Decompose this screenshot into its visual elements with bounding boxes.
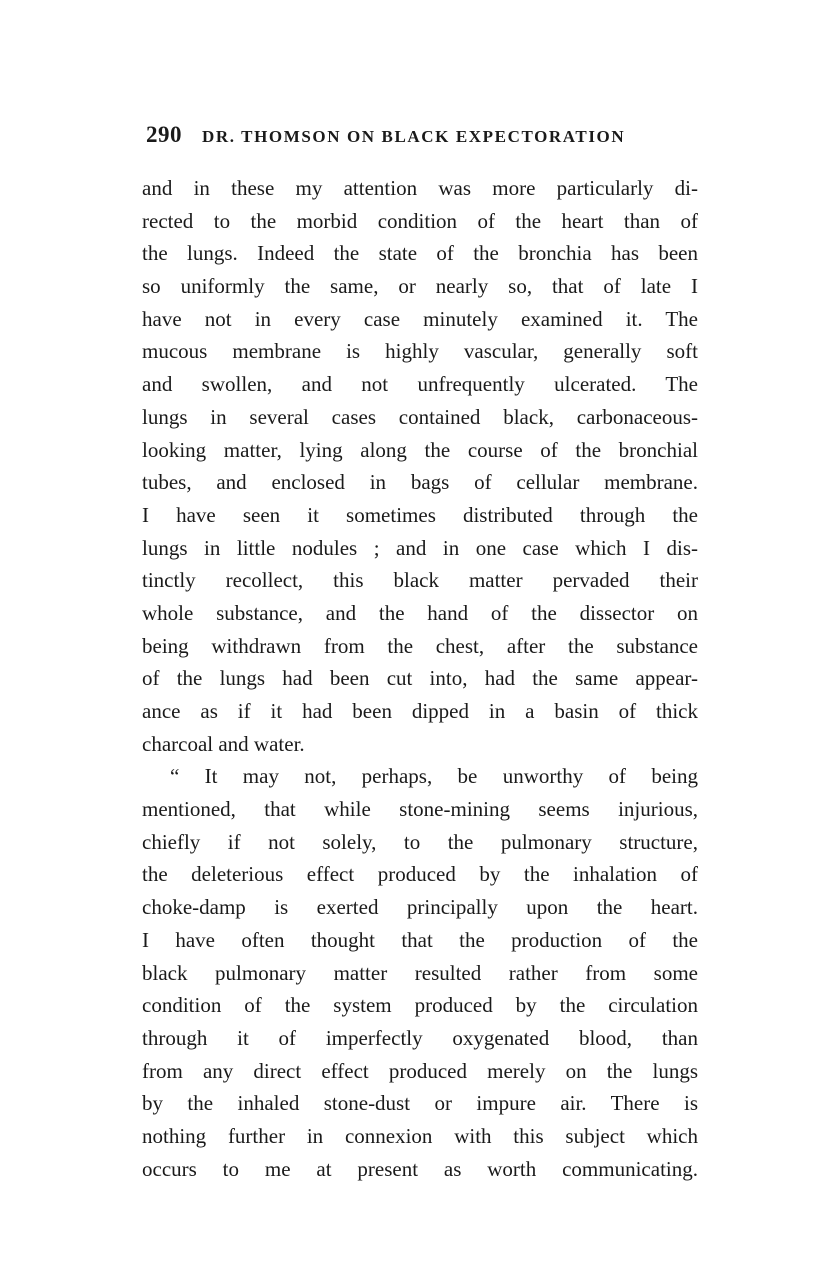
page-header bbox=[146, 122, 706, 156]
text-line: chiefly if not solely, to the pulmonary structure, bbox=[142, 829, 698, 854]
text-line: whole substance, and the hand of the dissector on bbox=[142, 600, 698, 625]
text-line: and swollen, and not unfrequently ulcerated. The bbox=[142, 372, 698, 397]
text-line: occurs to me at present as worth communicating. bbox=[142, 1156, 698, 1181]
text-line: by the inhaled stone-dust or impure air. There is bbox=[142, 1091, 698, 1116]
paragraph bbox=[142, 760, 698, 1185]
body-text bbox=[142, 172, 698, 1185]
text-line: condition of the system produced by the circulation bbox=[142, 993, 698, 1018]
text-line: I have seen it sometimes distributed through the bbox=[142, 502, 698, 527]
text-line: and in these my attention was more particularly di- bbox=[142, 176, 698, 200]
text-line: charcoal and water. bbox=[142, 731, 305, 756]
text-line: from any direct effect produced merely on the lungs bbox=[142, 1058, 698, 1083]
text-line: through it of imperfectly oxygenated blood, than bbox=[142, 1025, 698, 1050]
text-line: nothing further in connexion with this subject which bbox=[142, 1123, 698, 1148]
text-line: tinctly recollect, this black matter pervaded their bbox=[142, 568, 698, 593]
text-line: choke-damp is exerted principally upon the heart. bbox=[142, 895, 698, 920]
text-line: black pulmonary matter resulted rather from some bbox=[142, 960, 698, 985]
page-number: 290 bbox=[146, 122, 182, 147]
text-line: mucous membrane is highly vascular, generally soft bbox=[142, 339, 698, 364]
paragraph bbox=[142, 172, 698, 760]
text-line: rected to the morbid condition of the heart than of bbox=[142, 208, 698, 233]
text-line: the lungs. Indeed the state of the bronchia has been bbox=[142, 241, 698, 266]
text-line: mentioned, that while stone-mining seems injurious, bbox=[142, 797, 698, 822]
text-line: looking matter, lying along the course of the bronchial bbox=[142, 437, 698, 462]
running-head: DR. THOMSON ON BLACK EXPECTORATION bbox=[202, 127, 626, 146]
text-line: being withdrawn from the chest, after the substance bbox=[142, 633, 698, 658]
text-line: I have often thought that the production of the bbox=[142, 927, 698, 952]
text-line: ance as if it had been dipped in a basin of thick bbox=[142, 699, 698, 723]
text-line: of the lungs had been cut into, had the same appear- bbox=[142, 666, 698, 691]
text-line: the deleterious effect produced by the inhalation of bbox=[142, 862, 698, 887]
text-line: so uniformly the same, or nearly so, that of late I bbox=[142, 274, 698, 299]
text-line: tubes, and enclosed in bags of cellular membrane. bbox=[142, 470, 698, 495]
text-line: “ It may not, perhaps, be unworthy of being bbox=[170, 764, 698, 789]
text-line: have not in every case minutely examined it. The bbox=[142, 306, 698, 331]
text-line: lungs in several cases contained black, carbonaceous- bbox=[142, 404, 698, 429]
text-line: lungs in little nodules ; and in one case which I dis- bbox=[142, 535, 698, 560]
